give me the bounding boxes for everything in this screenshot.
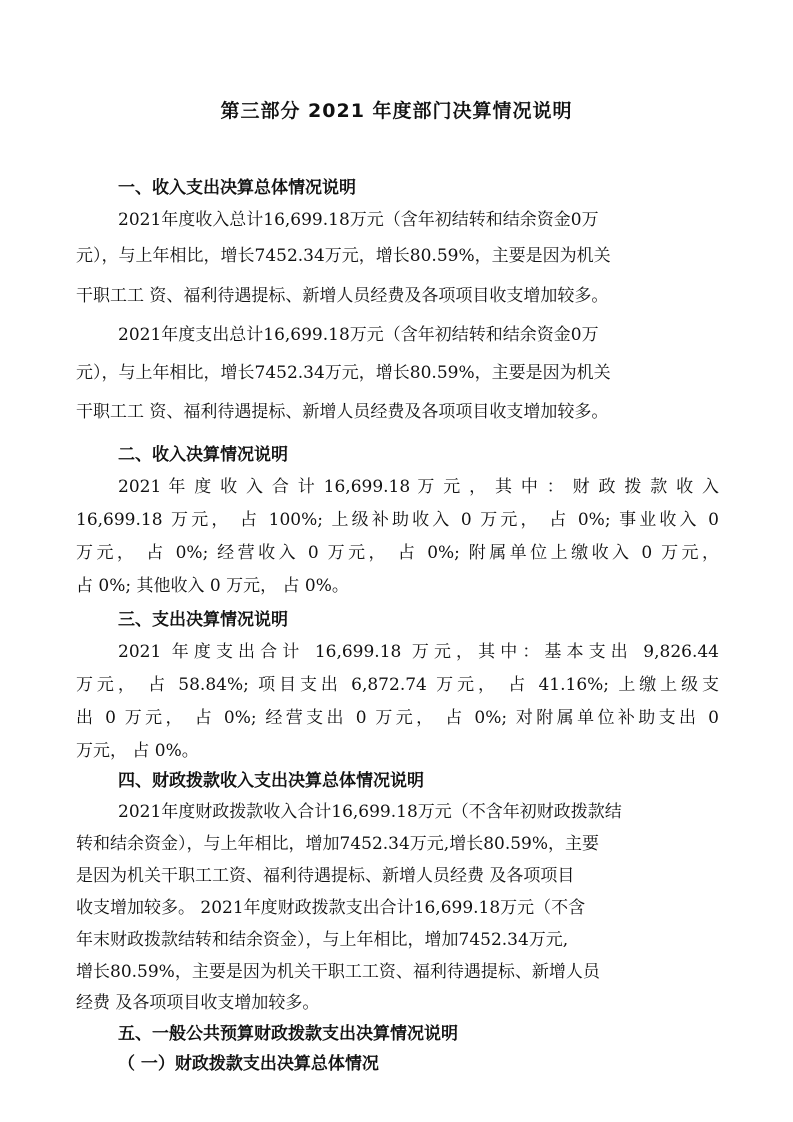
paragraph-line: 16,699.18 万元， 占 100%; 上级补助收入 0 万元， 占 0%; 事业收入 0 (76, 510, 719, 529)
paragraph-line: 2021年度支出总计16,699.18万元（含年初结转和结余资金0万 (118, 325, 599, 345)
paragraph-line: 万元， 占 0%。 (76, 741, 199, 761)
paragraph-line: 万元， 占 58.84%; 项目支出 6,872.74 万元， 占 41.16%; 上缴上级支 (76, 675, 719, 694)
paragraph-line: 增长80.59%，主要是因为机关干职工工资、福利待遇提标、新增人员 (76, 962, 600, 982)
paragraph-line: 2021 年度支出合计 16,699.18 万元，其中：基本支出 9,826.44 (118, 642, 719, 661)
paragraph-line: 年末财政拨款结转和结余资金），与上年相比，增加7452.34万元, (76, 930, 569, 950)
section-heading-2: 二、收入决算情况说明 (118, 445, 288, 465)
paragraph-line: 干职工工 资、福利待遇提标、新增人员经费及各项项目收支增加较多。 (76, 286, 609, 306)
paragraph-line: 干职工工 资、福利待遇提标、新增人员经费及各项项目收支增加较多。 (76, 402, 609, 422)
paragraph-line: 是因为机关干职工工资、福利待遇提标、新增人员经费 及各项项目 (76, 866, 575, 886)
section-heading-4: 四、财政拨款收入支出决算总体情况说明 (118, 771, 424, 791)
paragraph-line: 收支增加较多。 2021年度财政拨款支出合计16,699.18万元（不含 (76, 898, 586, 918)
paragraph-line: 经费 及各项项目收支增加较多。 (76, 993, 320, 1013)
page-title: 第三部分 2021 年度部门决算情况说明 (220, 100, 573, 122)
paragraph-line: 出 0 万元， 占 0%; 经营支出 0 万元， 占 0%; 对附属单位补助支出 0 (76, 708, 719, 727)
paragraph-line: 2021年度财政拨款收入合计16,699.18万元（不含年初财政拨款结 (118, 802, 622, 822)
section-heading-5: 五、一般公共预算财政拨款支出决算情况说明 (118, 1024, 458, 1044)
subsection-heading: （ 一）财政拨款支出决算总体情况 (118, 1054, 379, 1074)
paragraph-line: 万元， 占 0%; 经营收入 0 万元， 占 0%; 附属单位上缴收入 0 万元， (76, 543, 719, 562)
paragraph-line: 2021 年 度 收 入 合 计 16,699.18 万 元 ， 其 中 ： 财 政 拨 款 收 入 (118, 477, 719, 496)
section-heading-3: 三、支出决算情况说明 (118, 610, 288, 630)
paragraph-line: 元），与上年相比，增长7452.34万元，增长80.59%，主要是因为机关 (76, 363, 611, 383)
paragraph-line: 元），与上年相比，增长7452.34万元，增长80.59%，主要是因为机关 (76, 246, 611, 266)
paragraph-line: 转和结余资金），与上年相比，增加7452.34万元,增长80.59%，主要 (76, 834, 600, 854)
paragraph-line: 占 0%; 其他收入 0 万元， 占 0%。 (76, 576, 349, 596)
paragraph-line: 2021年度收入总计16,699.18万元（含年初结转和结余资金0万 (118, 210, 599, 230)
section-heading-1: 一、收入支出决算总体情况说明 (118, 178, 356, 198)
